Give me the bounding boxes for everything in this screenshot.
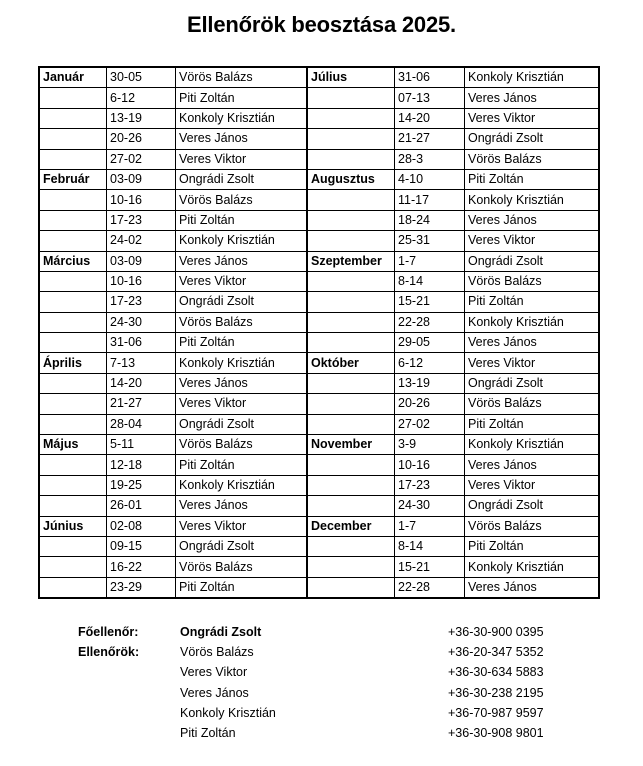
date-range-cell: 13-19 <box>395 373 465 393</box>
date-range-cell: 12-18 <box>107 455 176 475</box>
month-cell: November <box>307 435 395 455</box>
inspector-name-cell: Ongrádi Zsolt <box>465 251 600 271</box>
inspector-name-cell: Ongrádi Zsolt <box>176 292 308 312</box>
inspector-name-cell: Vörös Balázs <box>176 435 308 455</box>
month-cell <box>307 496 395 516</box>
contact-phone: +36-70-987 9597 <box>448 705 544 720</box>
month-cell <box>39 88 107 108</box>
page-title: Ellenőrök beosztása 2025. <box>187 12 456 37</box>
inspector-name-cell: Piti Zoltán <box>465 536 600 556</box>
inspector-name-cell: Piti Zoltán <box>176 455 308 475</box>
month-cell <box>307 557 395 577</box>
date-range-cell: 10-16 <box>395 455 465 475</box>
date-range-cell: 26-01 <box>107 496 176 516</box>
date-range-cell: 23-29 <box>107 577 176 598</box>
schedule-row <box>39 88 599 108</box>
month-cell <box>307 108 395 128</box>
inspector-name-cell: Veres János <box>176 496 308 516</box>
date-range-cell: 18-24 <box>395 210 465 230</box>
inspector-name-cell: Konkoly Krisztián <box>465 435 600 455</box>
month-cell <box>307 231 395 251</box>
schedule-row <box>39 210 599 230</box>
month-cell: Szeptember <box>307 251 395 271</box>
inspector-name-cell: Vörös Balázs <box>176 312 308 332</box>
month-cell <box>39 210 107 230</box>
month-cell <box>39 414 107 434</box>
date-range-cell: 5-11 <box>107 435 176 455</box>
date-range-cell: 31-06 <box>107 333 176 353</box>
inspector-name-cell: Veres Viktor <box>176 516 308 536</box>
date-range-cell: 22-28 <box>395 577 465 598</box>
schedule-row <box>39 577 599 598</box>
month-cell: Február <box>39 169 107 189</box>
contact-row <box>0 723 643 743</box>
date-range-cell: 17-23 <box>107 292 176 312</box>
schedule-row <box>39 333 599 353</box>
date-range-cell: 1-7 <box>395 516 465 536</box>
date-range-cell: 10-16 <box>107 190 176 210</box>
schedule-row <box>39 149 599 169</box>
month-cell: Január <box>39 67 107 88</box>
date-range-cell: 20-26 <box>107 129 176 149</box>
inspector-name-cell: Vörös Balázs <box>465 271 600 291</box>
schedule-row <box>39 231 599 251</box>
month-cell <box>39 129 107 149</box>
month-cell <box>307 271 395 291</box>
contact-row <box>0 662 643 682</box>
inspector-name-cell: Konkoly Krisztián <box>176 353 308 373</box>
month-cell <box>307 190 395 210</box>
inspector-name-cell: Veres János <box>465 210 600 230</box>
month-cell <box>39 190 107 210</box>
inspector-name-cell: Vörös Balázs <box>465 394 600 414</box>
schedule-body <box>39 67 599 598</box>
month-cell <box>307 414 395 434</box>
date-range-cell: 07-13 <box>395 88 465 108</box>
contact-phone: +36-20-347 5352 <box>448 645 544 660</box>
month-cell <box>39 108 107 128</box>
date-range-cell: 28-3 <box>395 149 465 169</box>
date-range-cell: 7-13 <box>107 353 176 373</box>
contact-name: Piti Zoltán <box>180 726 236 740</box>
inspector-name-cell: Veres Viktor <box>465 108 600 128</box>
inspector-name-cell: Piti Zoltán <box>176 88 308 108</box>
month-cell <box>307 312 395 332</box>
date-range-cell: 17-23 <box>107 210 176 230</box>
date-range-cell: 3-9 <box>395 435 465 455</box>
schedule-row <box>39 169 599 189</box>
month-cell <box>39 536 107 556</box>
contact-name: Konkoly Krisztián <box>180 705 276 720</box>
schedule-row <box>39 557 599 577</box>
month-cell <box>307 210 395 230</box>
schedule-row <box>39 496 599 516</box>
month-cell <box>39 373 107 393</box>
inspector-name-cell: Veres János <box>465 88 600 108</box>
date-range-cell: 22-28 <box>395 312 465 332</box>
date-range-cell: 24-30 <box>107 312 176 332</box>
inspector-name-cell: Vörös Balázs <box>465 516 600 536</box>
inspector-name-cell: Ongrádi Zsolt <box>465 496 600 516</box>
inspector-name-cell: Veres János <box>176 373 308 393</box>
month-cell <box>39 292 107 312</box>
schedule-row <box>39 108 599 128</box>
date-range-cell: 8-14 <box>395 271 465 291</box>
contact-row <box>0 683 643 703</box>
month-cell <box>39 577 107 598</box>
schedule-row <box>39 190 599 210</box>
date-range-cell: 6-12 <box>107 88 176 108</box>
inspector-name-cell: Ongrádi Zsolt <box>176 169 308 189</box>
month-cell <box>307 475 395 495</box>
month-cell <box>307 577 395 598</box>
inspector-name-cell: Veres János <box>465 333 600 353</box>
schedule-row <box>39 129 599 149</box>
contact-row <box>0 622 643 642</box>
date-range-cell: 11-17 <box>395 190 465 210</box>
chief-inspector-label: Főellenőr: <box>78 625 139 639</box>
schedule-row <box>39 516 599 536</box>
month-cell <box>307 455 395 475</box>
contact-phone: +36-30-900 0395 <box>448 625 544 639</box>
date-range-cell: 4-10 <box>395 169 465 189</box>
schedule-row <box>39 536 599 556</box>
date-range-cell: 16-22 <box>107 557 176 577</box>
inspector-name-cell: Piti Zoltán <box>176 333 308 353</box>
schedule-table <box>38 66 600 599</box>
month-cell: Március <box>39 251 107 271</box>
contact-row <box>0 703 643 723</box>
inspector-name-cell: Veres János <box>176 251 308 271</box>
month-cell: Április <box>39 353 107 373</box>
date-range-cell: 27-02 <box>395 414 465 434</box>
month-cell <box>39 231 107 251</box>
month-cell <box>307 292 395 312</box>
month-cell: December <box>307 516 395 536</box>
inspector-name-cell: Ongrádi Zsolt <box>465 129 600 149</box>
month-cell <box>39 149 107 169</box>
date-range-cell: 13-19 <box>107 108 176 128</box>
inspector-name-cell: Piti Zoltán <box>465 414 600 434</box>
inspector-name-cell: Piti Zoltán <box>176 210 308 230</box>
inspector-name-cell: Ongrádi Zsolt <box>176 536 308 556</box>
date-range-cell: 28-04 <box>107 414 176 434</box>
contact-name: Ongrádi Zsolt <box>180 625 262 639</box>
month-cell <box>307 394 395 414</box>
inspectors-label: Ellenőrök: <box>78 645 140 660</box>
inspector-name-cell: Veres János <box>176 129 308 149</box>
contact-phone: +36-30-634 5883 <box>448 665 544 680</box>
schedule-row <box>39 67 599 88</box>
date-range-cell: 24-02 <box>107 231 176 251</box>
schedule-row <box>39 292 599 312</box>
date-range-cell: 29-05 <box>395 333 465 353</box>
date-range-cell: 27-02 <box>107 149 176 169</box>
inspector-name-cell: Veres Viktor <box>465 231 600 251</box>
month-cell <box>39 394 107 414</box>
inspector-name-cell: Veres János <box>465 577 600 598</box>
date-range-cell: 03-09 <box>107 169 176 189</box>
inspector-name-cell: Konkoly Krisztián <box>465 312 600 332</box>
schedule-row <box>39 251 599 271</box>
date-range-cell: 1-7 <box>395 251 465 271</box>
schedule-row <box>39 353 599 373</box>
month-cell <box>307 373 395 393</box>
date-range-cell: 15-21 <box>395 557 465 577</box>
inspector-name-cell: Veres Viktor <box>176 394 308 414</box>
inspector-name-cell: Konkoly Krisztián <box>465 557 600 577</box>
schedule-row <box>39 312 599 332</box>
month-cell <box>39 496 107 516</box>
month-cell <box>39 312 107 332</box>
schedule-row <box>39 455 599 475</box>
inspector-name-cell: Veres Viktor <box>176 271 308 291</box>
inspector-name-cell: Vörös Balázs <box>176 190 308 210</box>
contact-name: Veres Viktor <box>180 665 248 680</box>
date-range-cell: 24-30 <box>395 496 465 516</box>
month-cell <box>307 129 395 149</box>
inspector-name-cell: Veres Viktor <box>465 475 600 495</box>
month-cell: Július <box>307 67 395 88</box>
inspector-name-cell: Veres János <box>465 455 600 475</box>
date-range-cell: 8-14 <box>395 536 465 556</box>
inspector-name-cell: Konkoly Krisztián <box>176 231 308 251</box>
contact-row <box>0 642 643 662</box>
date-range-cell: 20-26 <box>395 394 465 414</box>
inspector-name-cell: Ongrádi Zsolt <box>176 414 308 434</box>
month-cell <box>39 557 107 577</box>
month-cell <box>39 271 107 291</box>
date-range-cell: 09-15 <box>107 536 176 556</box>
inspector-name-cell: Piti Zoltán <box>465 169 600 189</box>
month-cell <box>39 475 107 495</box>
month-cell <box>307 149 395 169</box>
inspector-name-cell: Ongrádi Zsolt <box>465 373 600 393</box>
schedule-row <box>39 414 599 434</box>
schedule-row <box>39 271 599 291</box>
month-cell <box>307 333 395 353</box>
month-cell: Október <box>307 353 395 373</box>
date-range-cell: 14-20 <box>395 108 465 128</box>
inspector-name-cell: Konkoly Krisztián <box>176 108 308 128</box>
inspector-name-cell: Piti Zoltán <box>176 577 308 598</box>
inspector-name-cell: Veres Viktor <box>465 353 600 373</box>
date-range-cell: 10-16 <box>107 271 176 291</box>
inspector-name-cell: Konkoly Krisztián <box>176 475 308 495</box>
date-range-cell: 15-21 <box>395 292 465 312</box>
schedule-row <box>39 373 599 393</box>
schedule-row <box>39 475 599 495</box>
date-range-cell: 17-23 <box>395 475 465 495</box>
inspector-name-cell: Vörös Balázs <box>176 557 308 577</box>
contact-name: Vörös Balázs <box>180 645 254 660</box>
inspector-name-cell: Piti Zoltán <box>465 292 600 312</box>
month-cell: Augusztus <box>307 169 395 189</box>
inspector-name-cell: Vörös Balázs <box>465 149 600 169</box>
date-range-cell: 19-25 <box>107 475 176 495</box>
inspector-name-cell: Konkoly Krisztián <box>465 67 600 88</box>
inspector-name-cell: Vörös Balázs <box>176 67 308 88</box>
date-range-cell: 14-20 <box>107 373 176 393</box>
month-cell <box>39 455 107 475</box>
month-cell <box>307 536 395 556</box>
month-cell: Június <box>39 516 107 536</box>
date-range-cell: 31-06 <box>395 67 465 88</box>
contact-name: Veres János <box>180 685 249 700</box>
date-range-cell: 21-27 <box>395 129 465 149</box>
inspector-name-cell: Konkoly Krisztián <box>465 190 600 210</box>
month-cell: Május <box>39 435 107 455</box>
date-range-cell: 30-05 <box>107 67 176 88</box>
inspector-name-cell: Veres Viktor <box>176 149 308 169</box>
date-range-cell: 25-31 <box>395 231 465 251</box>
schedule-row <box>39 394 599 414</box>
date-range-cell: 6-12 <box>395 353 465 373</box>
schedule-row <box>39 435 599 455</box>
month-cell <box>307 88 395 108</box>
contact-phone: +36-30-908 9801 <box>448 726 544 740</box>
date-range-cell: 03-09 <box>107 251 176 271</box>
date-range-cell: 21-27 <box>107 394 176 414</box>
contact-phone: +36-30-238 2195 <box>448 685 544 700</box>
month-cell <box>39 333 107 353</box>
date-range-cell: 02-08 <box>107 516 176 536</box>
